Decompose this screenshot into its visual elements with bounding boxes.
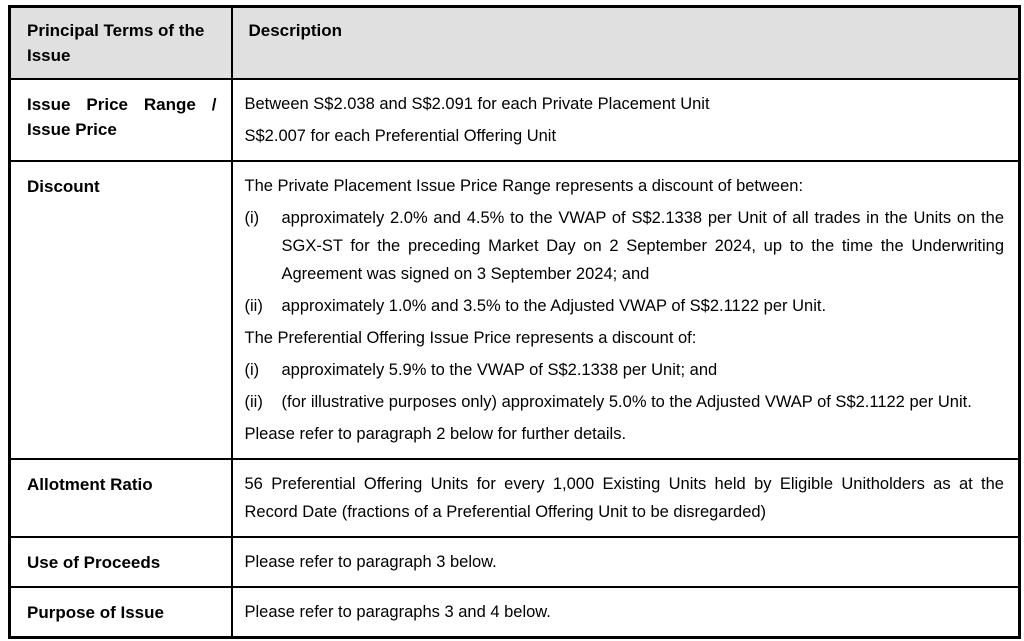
list-item-marker: (i) xyxy=(244,361,260,379)
description-cell-issue-price xyxy=(232,79,1020,161)
description-paragraph: 56 Preferential Offering Units for every 1,000 Existing Units held by Eligible Unitholders as at the Record Date (fractions of a Preferential Offering Unit to be disregarded) xyxy=(244,475,1004,521)
term-use-of-proceeds: Use of Proceeds xyxy=(10,537,232,587)
table-row-issue-price xyxy=(10,79,1020,161)
description-cell-allotment-ratio xyxy=(232,459,1020,537)
description-cell-discount xyxy=(232,161,1020,459)
principal-terms-table xyxy=(8,5,1021,639)
list-item-text: approximately 2.0% and 4.5% to the VWAP of S$2.1338 per Unit of all trades in the Units on the SGX-ST for the preceding Market Day on 2 September 2024, up to the time the Underwriting Agreement was signed on 3 September 2024; and xyxy=(281,209,1004,283)
list-item-text: approximately 5.9% to the VWAP of S$2.1338 per Unit; and xyxy=(281,361,718,379)
list-item xyxy=(245,204,1005,288)
description-paragraph: Please refer to paragraph 3 below. xyxy=(244,553,497,571)
table-header-row xyxy=(10,7,1020,80)
list-item xyxy=(245,388,1005,416)
list-item xyxy=(245,356,1005,384)
description-paragraph: The Preferential Offering Issue Price represents a discount of: xyxy=(244,329,697,347)
list-item-marker: (ii) xyxy=(244,297,263,315)
term-issue-price-range: Issue Price Range / Issue Price xyxy=(10,79,232,161)
term-purpose-of-issue: Purpose of Issue xyxy=(10,587,232,638)
description-paragraph: The Private Placement Issue Price Range represents a discount of between: xyxy=(244,177,804,195)
table-row-discount xyxy=(10,161,1020,459)
description-paragraph: S$2.007 for each Preferential Offering Unit xyxy=(244,127,557,145)
table-row-purpose-of-issue xyxy=(10,587,1020,638)
list-item-marker: (i) xyxy=(244,209,260,227)
description-cell-use-of-proceeds xyxy=(232,537,1020,587)
description-paragraph: Between S$2.038 and S$2.091 for each Private Placement Unit xyxy=(244,95,710,113)
header-description: Description xyxy=(232,7,1020,80)
list-item-marker: (ii) xyxy=(244,393,263,411)
description-paragraph: Please refer to paragraph 2 below for further details. xyxy=(244,425,627,443)
table-row-allotment-ratio xyxy=(10,459,1020,537)
term-discount: Discount xyxy=(10,161,232,459)
list-item-text: (for illustrative purposes only) approximately 5.0% to the Adjusted VWAP of S$2.1122 per Unit. xyxy=(281,393,972,411)
table-row-use-of-proceeds xyxy=(10,537,1020,587)
list-item-text: approximately 1.0% and 3.5% to the Adjusted VWAP of S$2.1122 per Unit. xyxy=(281,297,827,315)
list-item xyxy=(245,292,1005,320)
description-cell-purpose-of-issue xyxy=(232,587,1020,638)
description-paragraph: Please refer to paragraphs 3 and 4 below. xyxy=(244,603,551,621)
term-allotment-ratio: Allotment Ratio xyxy=(10,459,232,537)
header-principal-terms: Principal Terms of the Issue xyxy=(10,7,232,80)
